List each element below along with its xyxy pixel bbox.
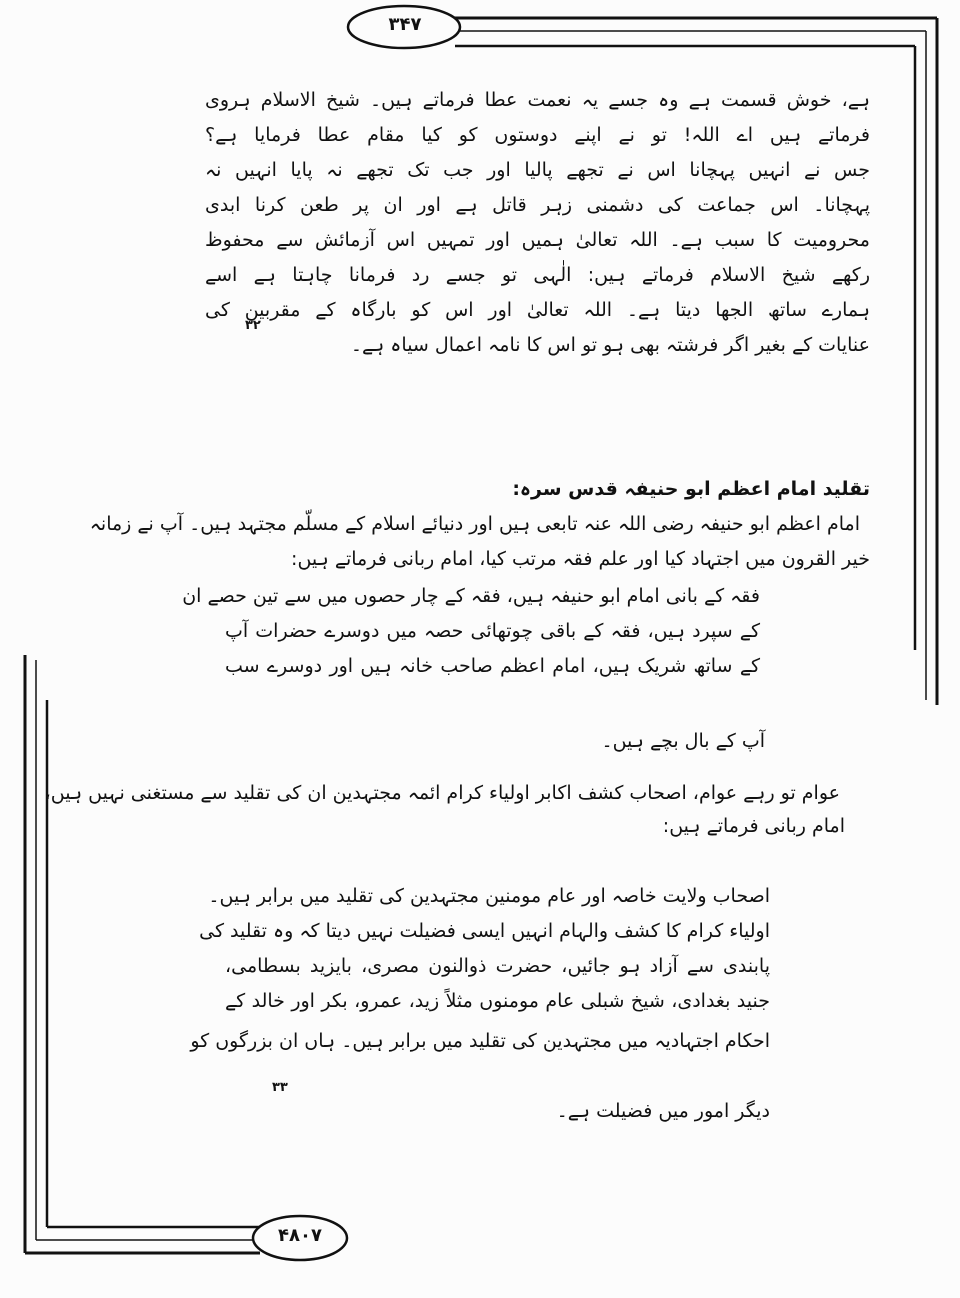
text-line: عوام تو رہے عوام، اصحاب کشف اکابر اولیاء کرام ائمہ مجتہدین ان کی تقلید سے مستغنی نہیں ہیں، bbox=[44, 782, 840, 804]
quote-line: کے سپرد ہیں، فقہ کے باقی چوتھائی حصہ میں دوسرے حضرات آپ bbox=[225, 620, 760, 642]
text-line: امام ربانی فرماتے ہیں: bbox=[662, 815, 845, 837]
quote-line: آپ کے بال بچے ہیں۔ bbox=[601, 730, 765, 752]
footnote-marker: ۳۲ bbox=[245, 318, 261, 333]
text-line: فرماتے ہیں اے اللہ! تو نے اپنے دوستوں کو کیا مقام عطا فرمایا ہے؟ bbox=[205, 124, 870, 146]
text-line: ہمارے ساتھ الجھا دیتا ہے۔ اللہ تعالیٰ اور اس کو بارگاہ کے مقربین کی bbox=[205, 299, 870, 321]
page-number-bottom: ۴۸۰۷ bbox=[278, 1225, 322, 1246]
text-line: رکھے شیخ الاسلام فرماتے ہیں: الٰہی تو جسے رد فرمانا چاہتا ہے اسے bbox=[205, 264, 870, 286]
quote-line: پابندی سے آزاد ہو جائیں، حضرت ذوالنون مصری، بایزید بسطامی، bbox=[225, 955, 770, 977]
quote-line: احکام اجتہادیہ میں مجتہدین کی تقلید میں برابر ہیں۔ ہاں ان بزرگوں کو bbox=[190, 1030, 770, 1052]
quote-line: جنید بغدادی، شیخ شبلی عام مومنوں مثلاً زید، عمرو، بکر اور خالد کے bbox=[225, 990, 770, 1012]
quote-line: اولیاء کرام کا کشف والہام انہیں ایسی فضیلت نہیں دیتا کہ وہ تقلید کی bbox=[199, 920, 770, 942]
text-line: خیر القرون میں اجتہاد کیا اور علم فقہ مرتب کیا، امام ربانی فرماتے ہیں: bbox=[291, 548, 870, 570]
quote-line: دیگر امور میں فضیلت ہے۔ bbox=[556, 1100, 770, 1122]
text-line: محرومیت کا سبب ہے۔ اللہ تعالیٰ ہمیں اور تمہیں اس آزمائش سے محفوظ bbox=[205, 229, 870, 251]
quote-line: اصحاب ولایت خاصہ اور عام مومنین مجتہدین کی تقلید میں برابر ہیں۔ bbox=[208, 885, 770, 907]
section-heading: تقلید امام اعظم ابو حنیفہ قدس سرہ: bbox=[512, 478, 870, 500]
footnote-marker: ۳۳ bbox=[272, 1080, 288, 1095]
text-line: پہچانا۔ اس جماعت کی دشمنی زہر قاتل ہے اور ان پر طعن کرنا ابدی bbox=[205, 194, 870, 216]
text-line: امام اعظم ابو حنیفہ رضی اللہ عنہ تابعی ہیں اور دنیائے اسلام کے مسلّم مجتہد ہیں۔ آپ نے زمانہ bbox=[89, 513, 860, 535]
quote-line: کے ساتھ شریک ہیں، امام اعظم صاحب خانہ ہیں اور دوسرے سب bbox=[225, 655, 760, 677]
text-line: ہے، خوش قسمت ہے وہ جسے یہ نعمت عطا فرماتے ہیں۔ شیخ الاسلام ہروی bbox=[205, 89, 870, 111]
text-line: جس نے انہیں پہچانا اس نے تجھے پالیا اور جب تک تجھے نہ پایا انہیں نہ bbox=[205, 159, 870, 181]
quote-line: فقہ کے بانی امام ابو حنیفہ ہیں، فقہ کے چار حصوں میں سے تین حصے ان bbox=[182, 585, 760, 607]
page-number-top: ۳۴۷ bbox=[388, 14, 422, 35]
text-line: عنایات کے بغیر اگر فرشتہ بھی ہو تو اس کا نامہ اعمال سیاہ ہے۔ bbox=[350, 334, 870, 356]
